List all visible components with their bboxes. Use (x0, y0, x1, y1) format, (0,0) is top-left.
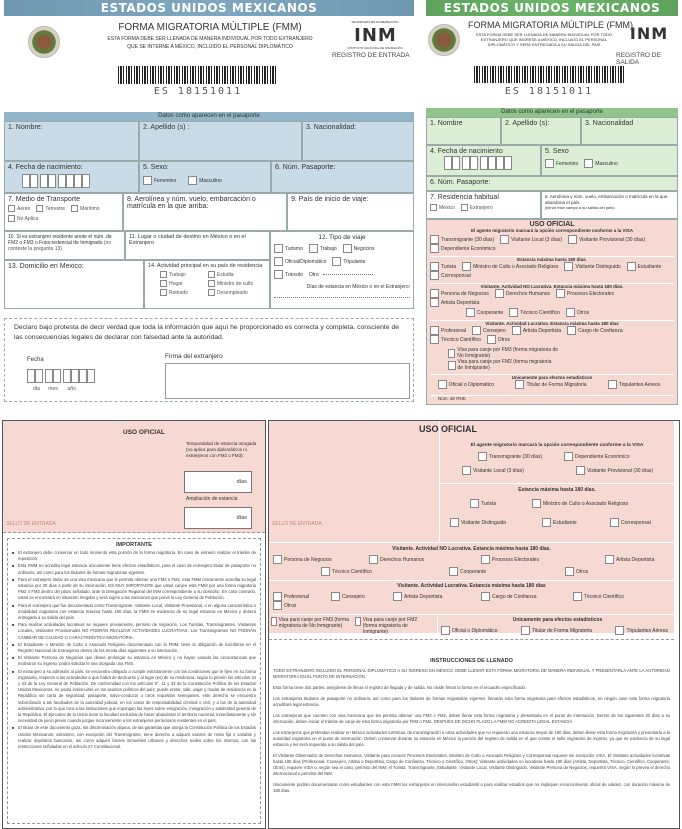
field-nacionalidad[interactable]: 3. Nacionalidad: (302, 121, 414, 161)
passport-section-header: Datos como aparecen en el pasaporte (4, 112, 414, 121)
entry-title: FORMA MIGRATORIA MÚLTIPLE (FMM) (118, 22, 302, 33)
checkbox-act-estudia[interactable] (208, 271, 215, 278)
checkbox-maritimo[interactable] (71, 205, 78, 212)
checkbox-tripulantes[interactable] (608, 380, 617, 389)
exit-form (424, 0, 682, 405)
field-residencia: 7. Residencia habitual México Extranjero (426, 191, 541, 219)
checkbox-artista[interactable] (605, 555, 614, 564)
checkbox-derechos-humanos[interactable] (495, 289, 504, 298)
field-fecha-nacimiento[interactable]: 4. Fecha de nacimiento: (4, 161, 139, 193)
rne-field[interactable]: Núm. de RNE (430, 395, 674, 401)
field-pais-inicio[interactable]: 9. País de inicio de viaje: (287, 193, 414, 231)
field-aerolinea-salida[interactable]: 8. Aerolínea y núm. vuelo, embarcación o matrícula en la que abandona el país (llenar este campo a su salida del país) (541, 191, 678, 219)
signature-date-boxes[interactable] (27, 369, 95, 385)
checkbox-tripulantes[interactable] (615, 626, 624, 635)
checkbox-turista[interactable] (430, 262, 439, 271)
checkbox-dependiente[interactable] (564, 452, 573, 461)
field-residente[interactable]: 10. Si es extranjero residente anote el núm. de FM2 o FM3 o Fotocredencial de Inmigrado (no conteste la pregunta 13) (4, 231, 125, 260)
checkbox-tecnico[interactable] (509, 308, 518, 317)
checkbox-cargo-confianza[interactable] (481, 592, 490, 601)
checkbox-otros-luc[interactable] (273, 601, 282, 610)
agency-top: SECRETARÍA DE GOBERNACIÓN (351, 20, 399, 24)
checkbox-ministro[interactable] (462, 262, 471, 271)
checkbox-negocios[interactable] (430, 289, 439, 298)
checkbox-consejero[interactable] (331, 592, 340, 601)
field-actividad: 14. Actividad principal en su país de residencia Trabajo Hogar Retirado Estudia Ministro de culto Desempleado (144, 260, 270, 309)
field-nacionalidad[interactable]: 3. Nacionalidad (581, 117, 678, 145)
checkbox-turista[interactable] (470, 499, 479, 508)
checkbox-artista-luc[interactable] (393, 592, 402, 601)
checkbox-artista[interactable] (430, 298, 439, 307)
folio-number: ES 18151011 (504, 86, 594, 97)
checkbox-act-desempleado[interactable] (208, 289, 215, 296)
checkbox-cargo-confianza[interactable] (567, 326, 576, 335)
record-type-exit: REGISTRO DE SALIDA (616, 52, 661, 66)
checkbox-act-trabajo[interactable] (160, 271, 167, 278)
checkbox-transmigrante[interactable] (430, 235, 439, 244)
checkbox-corresponsal[interactable] (610, 518, 619, 527)
mexico-seal-icon (28, 26, 60, 58)
temporalidad-input[interactable]: días (184, 471, 252, 493)
record-type-entry: REGISTRO DE ENTRADA (332, 52, 410, 59)
back-left-official: USO OFICIAL Temporalidad de estancia otorgada (no aplica para diplomáticos ni extranjeros con FM2 o FM3): días Ampliación de estancia días SELLO DE ENTRADA (3, 421, 265, 533)
signature-field[interactable] (165, 363, 410, 399)
checkbox-act-retirado[interactable] (160, 289, 167, 296)
checkbox-canje-fm3[interactable] (448, 349, 455, 358)
field-sexo: 5. Sexo: Femenino Masculino (139, 161, 271, 193)
checkbox-negocios[interactable] (343, 244, 352, 253)
field-nombre[interactable]: 1. Nombre (426, 117, 501, 145)
field-fecha-nacimiento[interactable]: 4. Fecha de nacimiento (426, 145, 541, 176)
field-aerolinea[interactable]: 8. Aerolínea y núm. vuelo, embarcación o matrícula en la que arriba: (123, 193, 287, 231)
back-right-official: USO OFICIAL SELLO DE ENTRADA El agente migratorio marcará la opción correspondiente conforme a la VISA Transmigrante (30 días) Dependiente Económico Visitante Local (3 días) Visitante Provisional (30 días) Estancia máxima hasta 180 días. Turista Ministro de Culto o Asociado Religioso Visitante Distinguido Estudiante Corresponsal Visitante. Actividad NO Lucrativa. Estancia máxima hasta 180 días. Persona de Negocios Derechos Humanos Procesos Electorales Artista Deportista Técnico Científico Cooperante Otros Visitante. Actividad Lucrativa. Estancia máxima hasta 180 días Profesional Consejero Artista Deportista Cargo de Confianza Técnico Científico Otros Visa para canje por FM3 (forma migratoria de No Inmigrante) Visa para canje por FM2 (forma migratoria de Inmigrante) Unicamente para efectos estadísticos Oficial o Diplomático Titular de Forma Migratoria Tripulantes Aéreos (269, 421, 674, 633)
checkbox-masculino[interactable] (188, 176, 197, 185)
checkbox-estudiante[interactable] (627, 262, 636, 271)
checkbox-act-ministro[interactable] (208, 280, 215, 287)
checkbox-negocios[interactable] (273, 555, 282, 564)
checkbox-consejero[interactable] (472, 326, 481, 335)
checkbox-canje-fm2[interactable] (448, 361, 456, 370)
field-destino[interactable]: 11. Lugar o ciudad de destino en México o en el Extranjero (125, 231, 270, 260)
birthdate-boxes[interactable] (22, 174, 135, 190)
checkbox-trabajo[interactable] (309, 244, 318, 253)
checkbox-oficial-diplomatico[interactable] (438, 380, 447, 389)
checkbox-visitante-local[interactable] (462, 466, 471, 475)
checkbox-otros[interactable] (566, 308, 575, 317)
dias-estancia-input[interactable] (274, 296, 410, 298)
checkbox-act-hogar[interactable] (160, 280, 167, 287)
checkbox-transito[interactable] (274, 270, 283, 279)
exit-official-section: USO OFICIAL El agente migratorio marcará la opción correspondiente conforme a la VISA Transmigrante (30 días) Visitante Local (3 días) Visitante Provisional (30 días) Dependiente Económico Estancia máxima hasta 180 días. Turista Ministro de Culto o Asociado Religioso Visitante Distinguido Estudiante Corresponsal Visitante. Actividad NO Lucrativa. Estancia máxima hasta 180 días. Persona de Negocios Derechos Humanos Procesos Electorales Artista Deportista Cooperante Técnico Científico Otros Visitante. Actividad Lucrativa. Estancia máxima hasta 180 días Profesional Consejero Artista Deportista Cargo de Confianza Técnico Científico Otros Visa para canje por FM3 (forma migratoria de No Inmigrante) Visa para canje por FM2 (forma migratoria de Inmigrante) Unicamente para efectos estadísticos Oficial o Diplomático Titular de Forma Migratoria Tripulantes Aéreos Núm. de RNE (426, 219, 678, 405)
entry-form (0, 0, 420, 405)
agency-bottom: INSTITUTO NACIONAL DE MIGRACIÓN (347, 46, 403, 50)
checkbox-canje-fm3[interactable] (271, 617, 277, 626)
checkbox-titular[interactable] (521, 626, 530, 635)
checkbox-procesos-electorales[interactable] (481, 555, 490, 564)
back-right-panel (268, 420, 680, 829)
otro-input[interactable] (323, 274, 373, 275)
checkbox-aereo[interactable] (8, 205, 15, 212)
checkbox-tecnico[interactable] (321, 567, 330, 576)
checkbox-oficial-diplomatico[interactable] (441, 626, 450, 635)
checkbox-turismo[interactable] (274, 244, 283, 253)
field-nombre[interactable]: 1. Nombre: (4, 121, 139, 161)
checkbox-transmigrante[interactable] (478, 452, 487, 461)
folio-number: ES 18151011 (153, 86, 243, 97)
checkbox-estudiante[interactable] (542, 518, 551, 527)
checkbox-oficial[interactable] (274, 257, 283, 266)
important-list: ■ El extranjero debe conservar en todo momento esta porción de la forma migratoria. En caso de extravío realizar el trámite de reposición. ■ Esta FMM no acredita legal estancia únicamente tiene efectos estadísticos, para el caso de extranjero titular de pasaporte no ordinario, así como para los titulares de formas migratorias vigentes. ■ Para el extranjero titular de una visa mexicana que le permita obtener una FM3 o FM2, esta FMM únicamente acredita su legal estancia por 30 días a partir de su internación. ES MUY IMPORTANTE que usted canjee esta FMM por una forma migratoria FM2 o FM3 dentro del plazo señalado, ante la Delegación Regional del INM correspondiente a su domicilio. En caso contrario, usted se encontrará en situación irregular y será sujeto a las sanciones que prevé la Ley General de Población. ■ Para el extranjero que fue documentado como Transmigrante, Visitante Local, Visitante Provisional, o en alguna característica o modalidad migratoria con estancia máxima hasta 180 días, la FMM es evidencia de su legal estancia en México y deberá entregarla a su salida del país. ■ Para realizar actividades lucrativas se requiere previamente, permiso de migración. Los Turistas, Transmigrantes, Visitantes Locales, Visitantes Provisionales NO PODRÁN REALIZAR ACTIVIDADES LUCRATIVAS. Los Transmigrantes NO PODRÁN CAMBIAR DE CALIDAD O CARACTERÍSTICA MIGRATORIA. ■ El Estudiante o Ministro de Culto o Asociado Religioso documentado con la FMM, tiene la obligación de inscribirse en el Registro Nacional de Extranjeros dentro de los treinta días siguientes a su internación. ■ El Visitante Persona de Negocios que desee prolongar su estancia en México y no hayan variado las circunstancias que motivaron su ingreso, podrá solicitar le sea otorgada una FM3. ■ El extranjero a su admisión al país, se encuentra obligado a cumplir estrictamente con las condiciones que le fijen en su forma migratoria, respecto a las actividades a que habrá de dedicarse y al lugar (es) de su residencia, según lo prevén los artículos 34 y 43 de la Ley General de Población. De conformidad con los artículos 9°, 11 y 33 de la Constitución Política de los Estados Unidos Mexicanos, no podrá inmiscuirse en los asuntos políticos del país; puede entrar, salir, viajar y mudar de residencia en la República sin carta de seguridad, pasaporte, salvo-conducto u otros requisitos semejantes, este derecho se encuentra subordinado a las facultades de la autoridad judicial, en los casos de responsabilidad criminal o civil, y a las de la autoridad administrativa, por lo que toca a las limitaciones que impongan las leyes sobre emigración, inmigración y salubridad general de la República. El Ejecutivo de la Unión tiene la facultad exclusiva de hacer abandonar el territorio nacional, inmediatamente y sin necesidad de juicio previo cuando juzgue inconveniente a los extranjeros perniciosos residentes en el país. ■ El titular de este documento goza, sin discriminación alguna, de las garantías que otorga la Constitución Política de los Estados Unidos Mexicanos; asimismo, con excepción del Transmigrante, tiene derecho a adquirir valores de renta fija o variable y realizar depósitos bancarios, así como adquirir bienes inmuebles urbanos y derechos reales sobre los mismos, con las restricciones señaladas en el artículo 27 Constitucional. (12, 550, 256, 750)
inm-logo: INM (629, 24, 669, 43)
important-box: IMPORTANTE ■ El extranjero debe conservar en todo momento esta porción de la forma migratoria. En caso de extravío realizar el trámite de reposición. ■ Esta FMM no acredita legal estancia únicamente tiene efectos estadísticos, para el caso de extranjero titular de pasaporte no ordinario, así como para los titulares de formas migratorias vigentes. ■ Para el extranjero titular de una visa mexicana que le permita obtener una FM3 o FM2, esta FMM únicamente acredita su legal estancia por 30 días a partir de su internación. ES MUY IMPORTANTE que usted canjee esta FMM por una forma migratoria FM2 o FM3 dentro del plazo señalado, ante la Delegación Regional del INM correspondiente a su domicilio. En caso contrario, usted se encontrará en situación irregular y será sujeto a las sanciones que prevé la Ley General de Población. ■ Para el extranjero que fue documentado como Transmigrante, Visitante Local, Visitante Provisional, o en alguna característica o modalidad migratoria con estancia máxima hasta 180 días, la FMM es evidencia de su legal estancia en México y deberá entregarla a su salida del país. ■ Para realizar actividades lucrativas se requiere previamente, permiso de migración. Los Turistas, Transmigrantes, Visitantes Locales, Visitantes Provisionales NO PODRÁN REALIZAR ACTIVIDADES LUCRATIVAS. Los Transmigrantes NO PODRÁN CAMBIAR DE CALIDAD O CARACTERÍSTICA MIGRATORIA. ■ El Estudiante o Ministro de Culto o Asociado Religioso documentado con la FMM, tiene la obligación de inscribirse en el Registro Nacional de Extranjeros dentro de los treinta días siguientes a su internación. ■ El Visitante Persona de Negocios que desee prolongar su estancia en México y no hayan variado las circunstancias que motivaron su ingreso, podrá solicitar le sea otorgada una FM3. ■ El extranjero a su admisión al país, se encuentra obligado a cumplir estrictamente con las condiciones que le fijen en su forma migratoria, respecto a las actividades a que habrá de dedicarse y al lugar (es) de su residencia, según lo prevén los artículos 34 y 43 de la Ley General de Población. De conformidad con los artículos 9°, 11 y 33 de la Constitución Política de los Estados Unidos Mexicanos, no podrá inmiscuirse en los asuntos políticos del país; puede entrar, salir, viajar y mudar de residencia en la República sin carta de seguridad, pasaporte, salvo-conducto u otros requisitos semejantes, este derecho se encuentra subordinado a las facultades de la autoridad judicial, en los casos de responsabilidad criminal o civil, y a las de la autoridad administrativa, por lo que toca a las limitaciones que impongan las leyes sobre emigración, inmigración y salubridad general de la República. El Ejecutivo de la Unión tiene la facultad exclusiva de hacer abandonar el territorio nacional, inmediatamente y sin necesidad de juicio previo cuando juzgue inconveniente a los extranjeros perniciosos residentes en el país. ■ El titular de este documento goza, sin discriminación alguna, de las garantías que otorga la Constitución Política de los Estados Unidos Mexicanos; asimismo, con excepción del Transmigrante, tiene derecho a adquirir valores de renta fija o variable y realizar depósitos bancarios, así como adquirir bienes inmuebles urbanos y derechos reales sobre los mismos, con las restricciones señaladas en el artículo 27 Constitucional. (7, 538, 261, 824)
checkbox-visitante-provisional[interactable] (576, 466, 585, 475)
checkbox-femenino[interactable] (545, 159, 554, 168)
field-tipo-viaje: 12. Tipo de viaje Turismo Trabajo Negocios Oficial/Diplomático Tripulante Tránsito Otro Días de estancia en México o en el Extranjero: (270, 231, 414, 309)
exit-country-bar: ESTADOS UNIDOS MEXICANOS (426, 0, 678, 16)
field-apellido[interactable]: 2. Apellido (s) : (139, 121, 302, 161)
ampliacion-input[interactable]: días (184, 507, 252, 529)
checkbox-mexico[interactable] (430, 204, 437, 211)
checkbox-canje-fm2[interactable] (355, 617, 361, 626)
checkbox-otros-luc[interactable] (487, 335, 496, 344)
checkbox-cooperante[interactable] (466, 308, 475, 317)
entry-subtitle-2: QUE SE INTERNE A MÉXICO, INCLUIDO EL PERSONAL DIPLOMÁTICO (127, 44, 293, 50)
checkbox-cooperante[interactable] (449, 567, 458, 576)
instructions-box: INSTRUCCIONES DE LLENADO TODO EXTRANJERO INCLUIDO EL PERSONAL DIPLOMÁTICO A SU INGRESO EN MÉXICO, DEBE LLENAR ESTA FORMA MIGRATORIA DE MANERA INDIVIDUAL Y PRESENTARLA ANTE LA AUTORIDAD MIGRATORIA EN EL PUNTO DE INTERNACIÓN. Esta forma tiene dos partes: asegúrese de llenar el registro de llegada y de salida. No olvide firmar la forma en el recuadro especificado. Los extranjeros titulares de pasaporte no ordinario, así como para los titulares de formas migratorias vigentes, llenarán esta forma migratoria para efectos estadísticos, en ningún caso esta forma migratoria acreditará legal estancia. Los extranjeros que cuenten con visa mexicana que les permita obtener una FM3 o FM2, deben llenar esta forma migratoria y presentarla en el punto de internación. Dentro de los siguientes 30 días a su internación, deben iniciar el trámite de canje de esta forma migratoria por FM3 o FM2. DESPUÉS DE DICHO PLAZO LA FMM NO ACREDITA LEGAL ESTANCIA. Los extranjeros que pretendan realizar en México actividades turísticas, de transmigración u otras actividades que no requieran una estancia mayor de 180 días, deben llenar esta forma migratoria y presentarla a la autoridad migratoria en el punto de internación. Deben conservar durante su estancia en México la porción del registro de salida en el que conste el sello migratorio de ingreso, ya que es evidencia de su legal estancia y les será requerida a su salida del país. El Visitante Observador de Derechos Humanos, Visitante para conocer Procesos Electorales, Ministro de Culto o Asociado Religioso y Corresponsal requiere sin excepción VISA. El Visitante actividades lucrativas hasta 180 días (Profesional, Consejero, Artista o Deportista, Cargo de Confianza, Técnico o Científico, Otros); Visitante actividades no lucrativas hasta 180 días (Artista, Deportista, Técnico, Científico, Cooperante, Otros), requiere VISA o, según sea el caso, permiso del INM; el Turista, Transmigrante, Estudiante, Visitante Local, Visitante Distinguido, Visitante Persona de Negocios, requerirá VISA, según lo prevea el derecho internacional o permiso del INM. Únicamente podrán documentarse como estudiantes con esta FMM los extranjeros en intercambio estudiantil o para realizar estudios que no impliquen reconocimiento oficial de validez, con duración máxima de 180 días. (269, 639, 674, 825)
checkbox-procesos-electorales[interactable] (556, 289, 565, 298)
passport-section-header: Datos como aparecen en el pasaporte (426, 108, 678, 117)
checkbox-distinguido[interactable] (450, 518, 459, 527)
back-left-panel (2, 420, 266, 829)
declaration-box: Declaro bajo protesta de decir verdad que toda la información que aquí he proporcionado es correcta y completa, consciente de las consecuencias legales de declarar con falsedad ante la autoridad. Fecha día mes año Firma del extranjero (4, 318, 414, 402)
inm-logo: INM (354, 25, 397, 46)
field-pasaporte[interactable]: 6. Núm. Pasaporte: (271, 161, 414, 193)
checkbox-derechos-humanos[interactable] (369, 555, 378, 564)
entry-subtitle-1: ESTA FORMA DEBE SER LLENADA DE MANERA INDIVIDUAL POR TODO EXTRANJERO (107, 36, 313, 42)
checkbox-otros[interactable] (565, 567, 574, 576)
checkbox-tecnico-luc[interactable] (430, 335, 439, 344)
checkbox-visitante-provisional[interactable] (568, 235, 577, 244)
barcode (118, 66, 278, 84)
checkbox-femenino[interactable] (143, 176, 152, 185)
field-domicilio[interactable]: 13. Domicilio en Mexico: (4, 260, 144, 309)
field-sexo: 5. Sexo Femenino Masculino (541, 145, 678, 176)
checkbox-no-aplica[interactable] (8, 215, 15, 222)
exit-subtitle: ESTA FORMA DEBE SER LLENADA DE MANERA INDIVIDUAL POR TODO EXTRANJERO QUE INGRESE A MÉXICO, INCLUIDO EL PERSONAL DIPLOMÁTICO Y SERÁ ENTREGADA A SU SALIDA DEL PAÍS (475, 32, 613, 47)
checkbox-distinguido[interactable] (564, 262, 573, 271)
barcode (474, 66, 624, 83)
checkbox-profesional[interactable] (430, 326, 439, 335)
field-transporte: 7. Medio de Transporte Aéreo Terrestre Marítimo No Aplica (4, 193, 123, 231)
exit-title: FORMA MIGRATORIA MÚLTIPLE (FMM) (468, 20, 634, 30)
sello-entrada-label: SELLO DE ENTRADA (6, 521, 56, 527)
checkbox-masculino[interactable] (584, 159, 593, 168)
checkbox-dependiente[interactable] (430, 244, 439, 253)
field-apellido[interactable]: 2. Apellido (s): (501, 117, 581, 145)
checkbox-titular[interactable] (515, 380, 524, 389)
checkbox-terrestre[interactable] (36, 205, 43, 212)
entry-country-bar: ESTADOS UNIDOS MEXICANOS (4, 0, 414, 16)
checkbox-tripulante[interactable] (332, 257, 341, 266)
checkbox-tecnico-luc[interactable] (573, 592, 582, 601)
field-pasaporte[interactable]: 6. Núm. Pasaporte: (426, 176, 678, 191)
checkbox-profesional[interactable] (273, 592, 282, 601)
checkbox-extranjero[interactable] (461, 204, 468, 211)
checkbox-artista-luc[interactable] (512, 326, 521, 335)
checkbox-visitante-local[interactable] (500, 235, 509, 244)
checkbox-ministro[interactable] (532, 499, 541, 508)
checkbox-corresponsal[interactable] (430, 271, 439, 280)
mexico-seal-icon (428, 24, 460, 56)
